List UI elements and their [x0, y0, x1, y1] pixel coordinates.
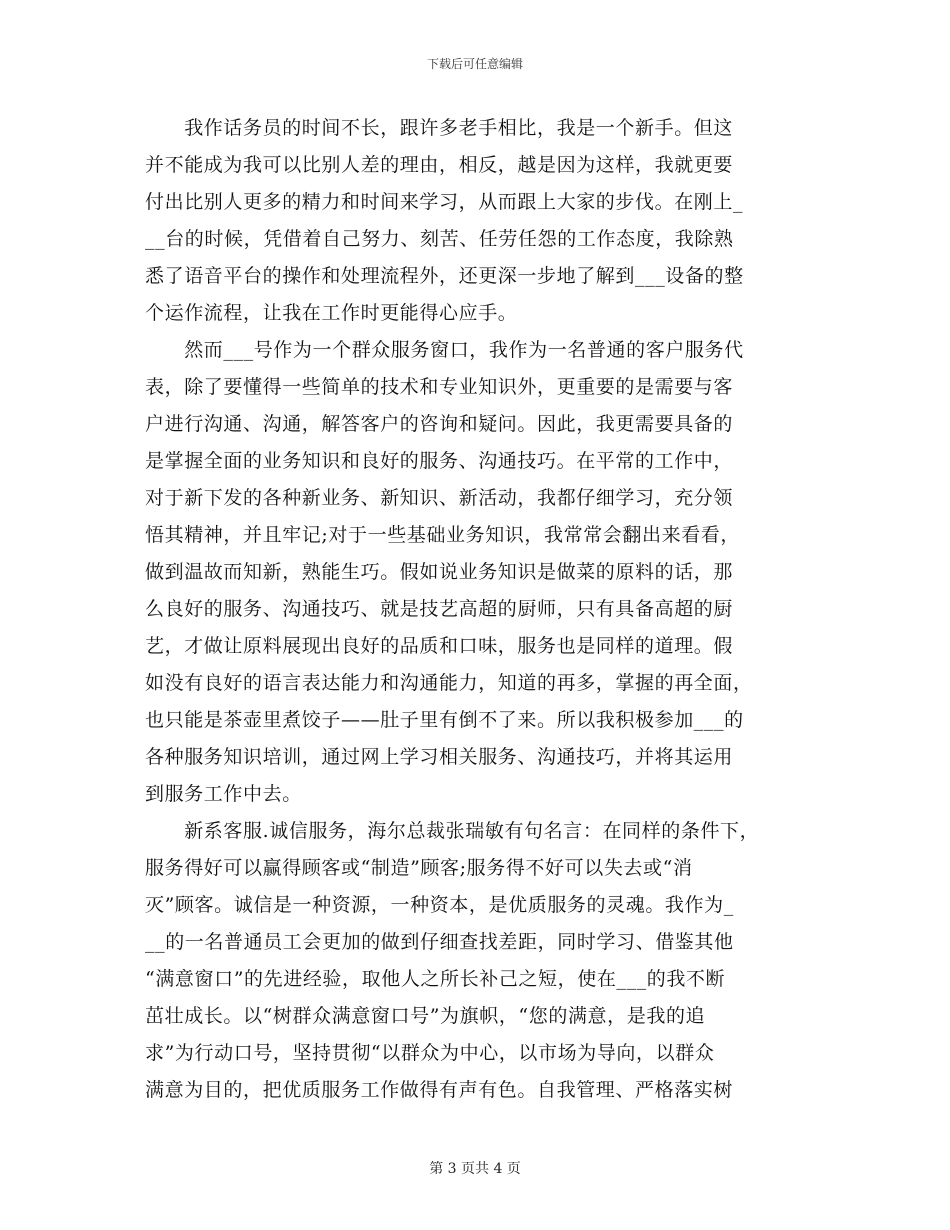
text-line: 艺，才做让原料展现出良好的品质和口味，服务也是同样的道理。假: [145, 635, 734, 657]
text-line: 是掌握全面的业务知识和良好的服务、沟通技巧。在平常的工作中，: [145, 450, 734, 472]
body-text: [145, 110, 810, 1109]
text-line: 茁壮成长。以“树群众满意窗口号”为旗帜，“您的满意，是我的追: [145, 1005, 706, 1027]
text-line: 做到温故而知新，熟能生巧。假如说业务知识是做菜的原料的话，那: [145, 561, 734, 583]
text-line: 我作话务员的时间不长，跟许多老手相比，我是一个新手。但这: [145, 117, 734, 139]
text-line: 悉了语音平台的操作和处理流程外，还更深一步地了解到___设备的整: [145, 265, 744, 287]
text-line: 服务得好可以赢得顾客或“制造”顾客;服务得不好可以失去或“消: [145, 857, 693, 879]
text-line: 对于新下发的各种新业务、新知识、新活动，我都仔细学习，充分领: [145, 487, 734, 509]
text-line: 悟其精神，并且牢记;对于一些基础业务知识，我常常会翻出来看看，: [145, 524, 741, 546]
text-line: 并不能成为我可以比别人差的理由，相反，越是因为这样，我就更要: [145, 154, 734, 176]
text-line: __台的时候，凭借着自己努力、刻苦、任劳任怨的工作态度，我除熟: [145, 228, 734, 250]
page-number-footer: 第 3 页共 4 页: [429, 1161, 521, 1177]
text-line: 付出比别人更多的精力和时间来学习，从而跟上大家的步伐。在刚上_: [145, 191, 744, 213]
text-line: 也只能是茶壶里煮饺子——肚子里有倒不了来。所以我积极参加___的: [145, 709, 744, 731]
text-line: 求”为行动口号，坚持贯彻“以群众为中心，以市场为导向，以群众: [145, 1042, 715, 1064]
page-header-note: 下载后可任意编辑: [426, 57, 523, 71]
text-line: “满意窗口”的先进经验，取他人之所长补己之短，使在___的我不断: [145, 968, 726, 990]
text-line: 然而___号作为一个群众服务窗口，我作为一名普通的客户服务代: [145, 339, 744, 361]
text-line: 表，除了要懂得一些简单的技术和专业知识外，更重要的是需要与客: [145, 376, 734, 398]
text-line: 么良好的服务、沟通技巧、就是技艺高超的厨师，只有具备高超的厨: [145, 598, 734, 620]
text-line: 户进行沟通、沟通，解答客户的咨询和疑问。因此，我更需要具备的: [145, 413, 734, 435]
text-line: 到服务工作中去。: [145, 783, 302, 805]
text-line: 各种服务知识培训，通过网上学习相关服务、沟通技巧，并将其运用: [145, 746, 734, 768]
text-line: 新系客服.诚信服务，海尔总裁张瑞敏有句名言：在同样的条件下，: [145, 820, 760, 842]
text-line: 个运作流程，让我在工作时更能得心应手。: [145, 302, 518, 324]
text-line: 满意为目的，把优质服务工作做得有声有色。自我管理、严格落实树: [145, 1079, 734, 1101]
text-line: 灭”顾客。诚信是一种资源，一种资本，是优质服务的灵魂。我作为_: [145, 894, 734, 916]
text-line: 如没有良好的语言表达能力和沟通能力，知道的再多，掌握的再全面，: [145, 672, 753, 694]
text-line: __的一名普通员工会更加的做到仔细查找差距，同时学习、借鉴其他: [145, 931, 734, 953]
